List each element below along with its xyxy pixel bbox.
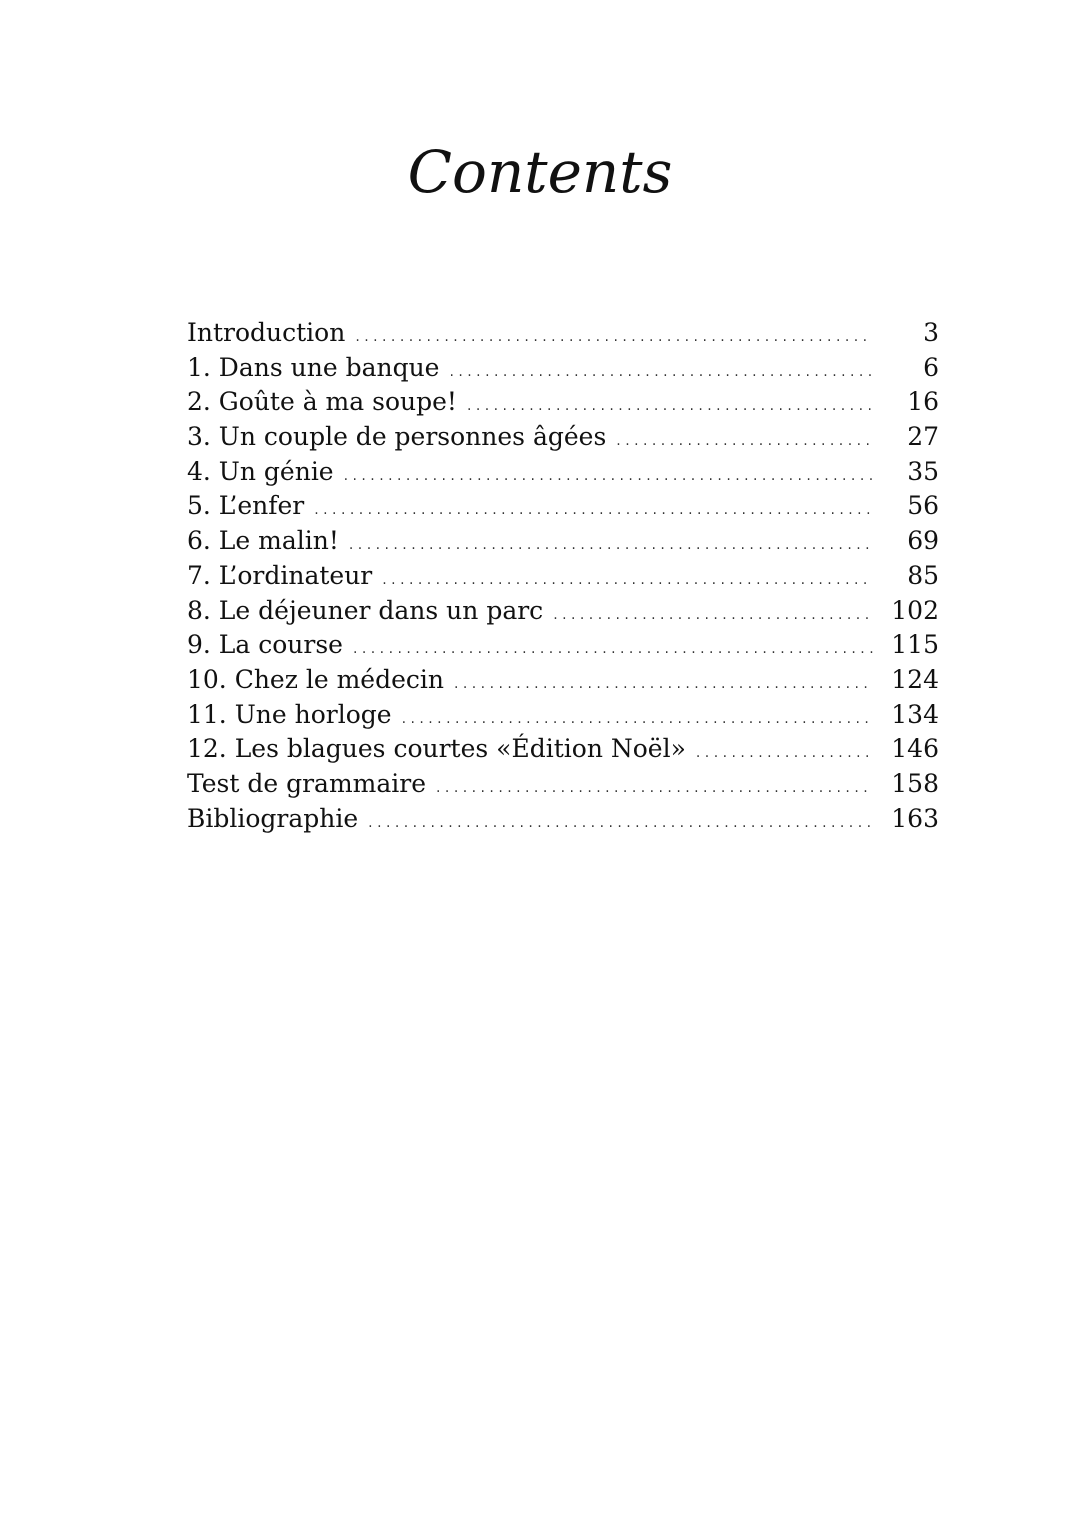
dot-leader (382, 563, 873, 598)
toc-entry-label: 7. L’ordinateur (187, 560, 373, 590)
toc-entry-page: 69 (907, 526, 939, 556)
dot-leader (355, 320, 873, 355)
page-title: Contents (407, 138, 673, 206)
toc-entry-chapter-5 (187, 489, 939, 524)
toc-entry-label: 1. Dans une banque (187, 352, 440, 382)
dot-leader (616, 424, 873, 459)
toc-entry-label: 4. Un génie (187, 456, 334, 486)
toc-entry-label: Bibliographie (187, 803, 359, 833)
dot-leader (696, 736, 873, 771)
dot-leader (344, 459, 873, 494)
toc-entry-chapter-6 (187, 524, 939, 559)
toc-entry-chapter-4 (187, 455, 939, 490)
toc-entry-page: 35 (907, 456, 939, 486)
toc-entry-label: 5. L’enfer (187, 491, 305, 521)
dot-leader (449, 355, 873, 390)
toc-entry-label: 3. Un couple de personnes âgées (187, 422, 607, 452)
toc-entry-chapter-12 (187, 732, 939, 767)
toc-entry-page: 27 (907, 422, 939, 452)
toc-entry-label: Introduction (187, 318, 346, 347)
toc-entry-grammar-test (187, 767, 939, 802)
toc-entry-page: 124 (891, 664, 939, 694)
toc-entry-chapter-11 (187, 698, 939, 733)
dot-leader (436, 771, 873, 806)
toc-entry-label: Test de grammaire (187, 768, 427, 798)
dot-leader (314, 493, 873, 528)
toc-entry-label: 9. La course (187, 630, 343, 660)
toc-entry-chapter-9 (187, 628, 939, 663)
toc-entry-label: 8. Le déjeuner dans un parc (187, 595, 544, 625)
toc-entry-label: 6. Le malin! (187, 526, 339, 556)
table-of-contents (187, 316, 939, 836)
toc-entry-page: 146 (891, 734, 939, 764)
toc-entry-page: 134 (891, 699, 939, 729)
dot-leader (553, 598, 873, 633)
toc-entry-label: 10. Chez le médecin (187, 664, 444, 694)
toc-entry-page: 3 (923, 318, 939, 347)
toc-entry-page: 163 (891, 803, 939, 833)
toc-entry-chapter-10 (187, 663, 939, 698)
dot-leader (353, 632, 873, 667)
toc-entry-page: 115 (891, 630, 939, 660)
toc-entry-page: 56 (907, 491, 939, 521)
toc-entry-label: 11. Une horloge (187, 699, 392, 729)
toc-entry-page: 158 (891, 768, 939, 798)
toc-entry-chapter-2 (187, 385, 939, 420)
toc-entry-chapter-3 (187, 420, 939, 455)
toc-entry-page: 85 (907, 560, 939, 590)
toc-entry-bibliography (187, 802, 939, 837)
toc-entry-chapter-1 (187, 351, 939, 386)
toc-entry-introduction (187, 316, 939, 351)
dot-leader (402, 702, 873, 737)
dot-leader (467, 389, 873, 424)
dot-leader (349, 528, 873, 563)
toc-entry-label: 12. Les blagues courtes «Édition Noël» (187, 734, 686, 764)
dot-leader (454, 667, 873, 702)
toc-entry-page: 6 (923, 352, 939, 382)
toc-entry-page: 102 (891, 595, 939, 625)
toc-entry-page: 16 (907, 387, 939, 417)
toc-entry-chapter-7 (187, 559, 939, 594)
toc-entry-chapter-8 (187, 594, 939, 629)
toc-entry-label: 2. Goûte à ma soupe! (187, 387, 457, 417)
dot-leader (368, 806, 873, 841)
